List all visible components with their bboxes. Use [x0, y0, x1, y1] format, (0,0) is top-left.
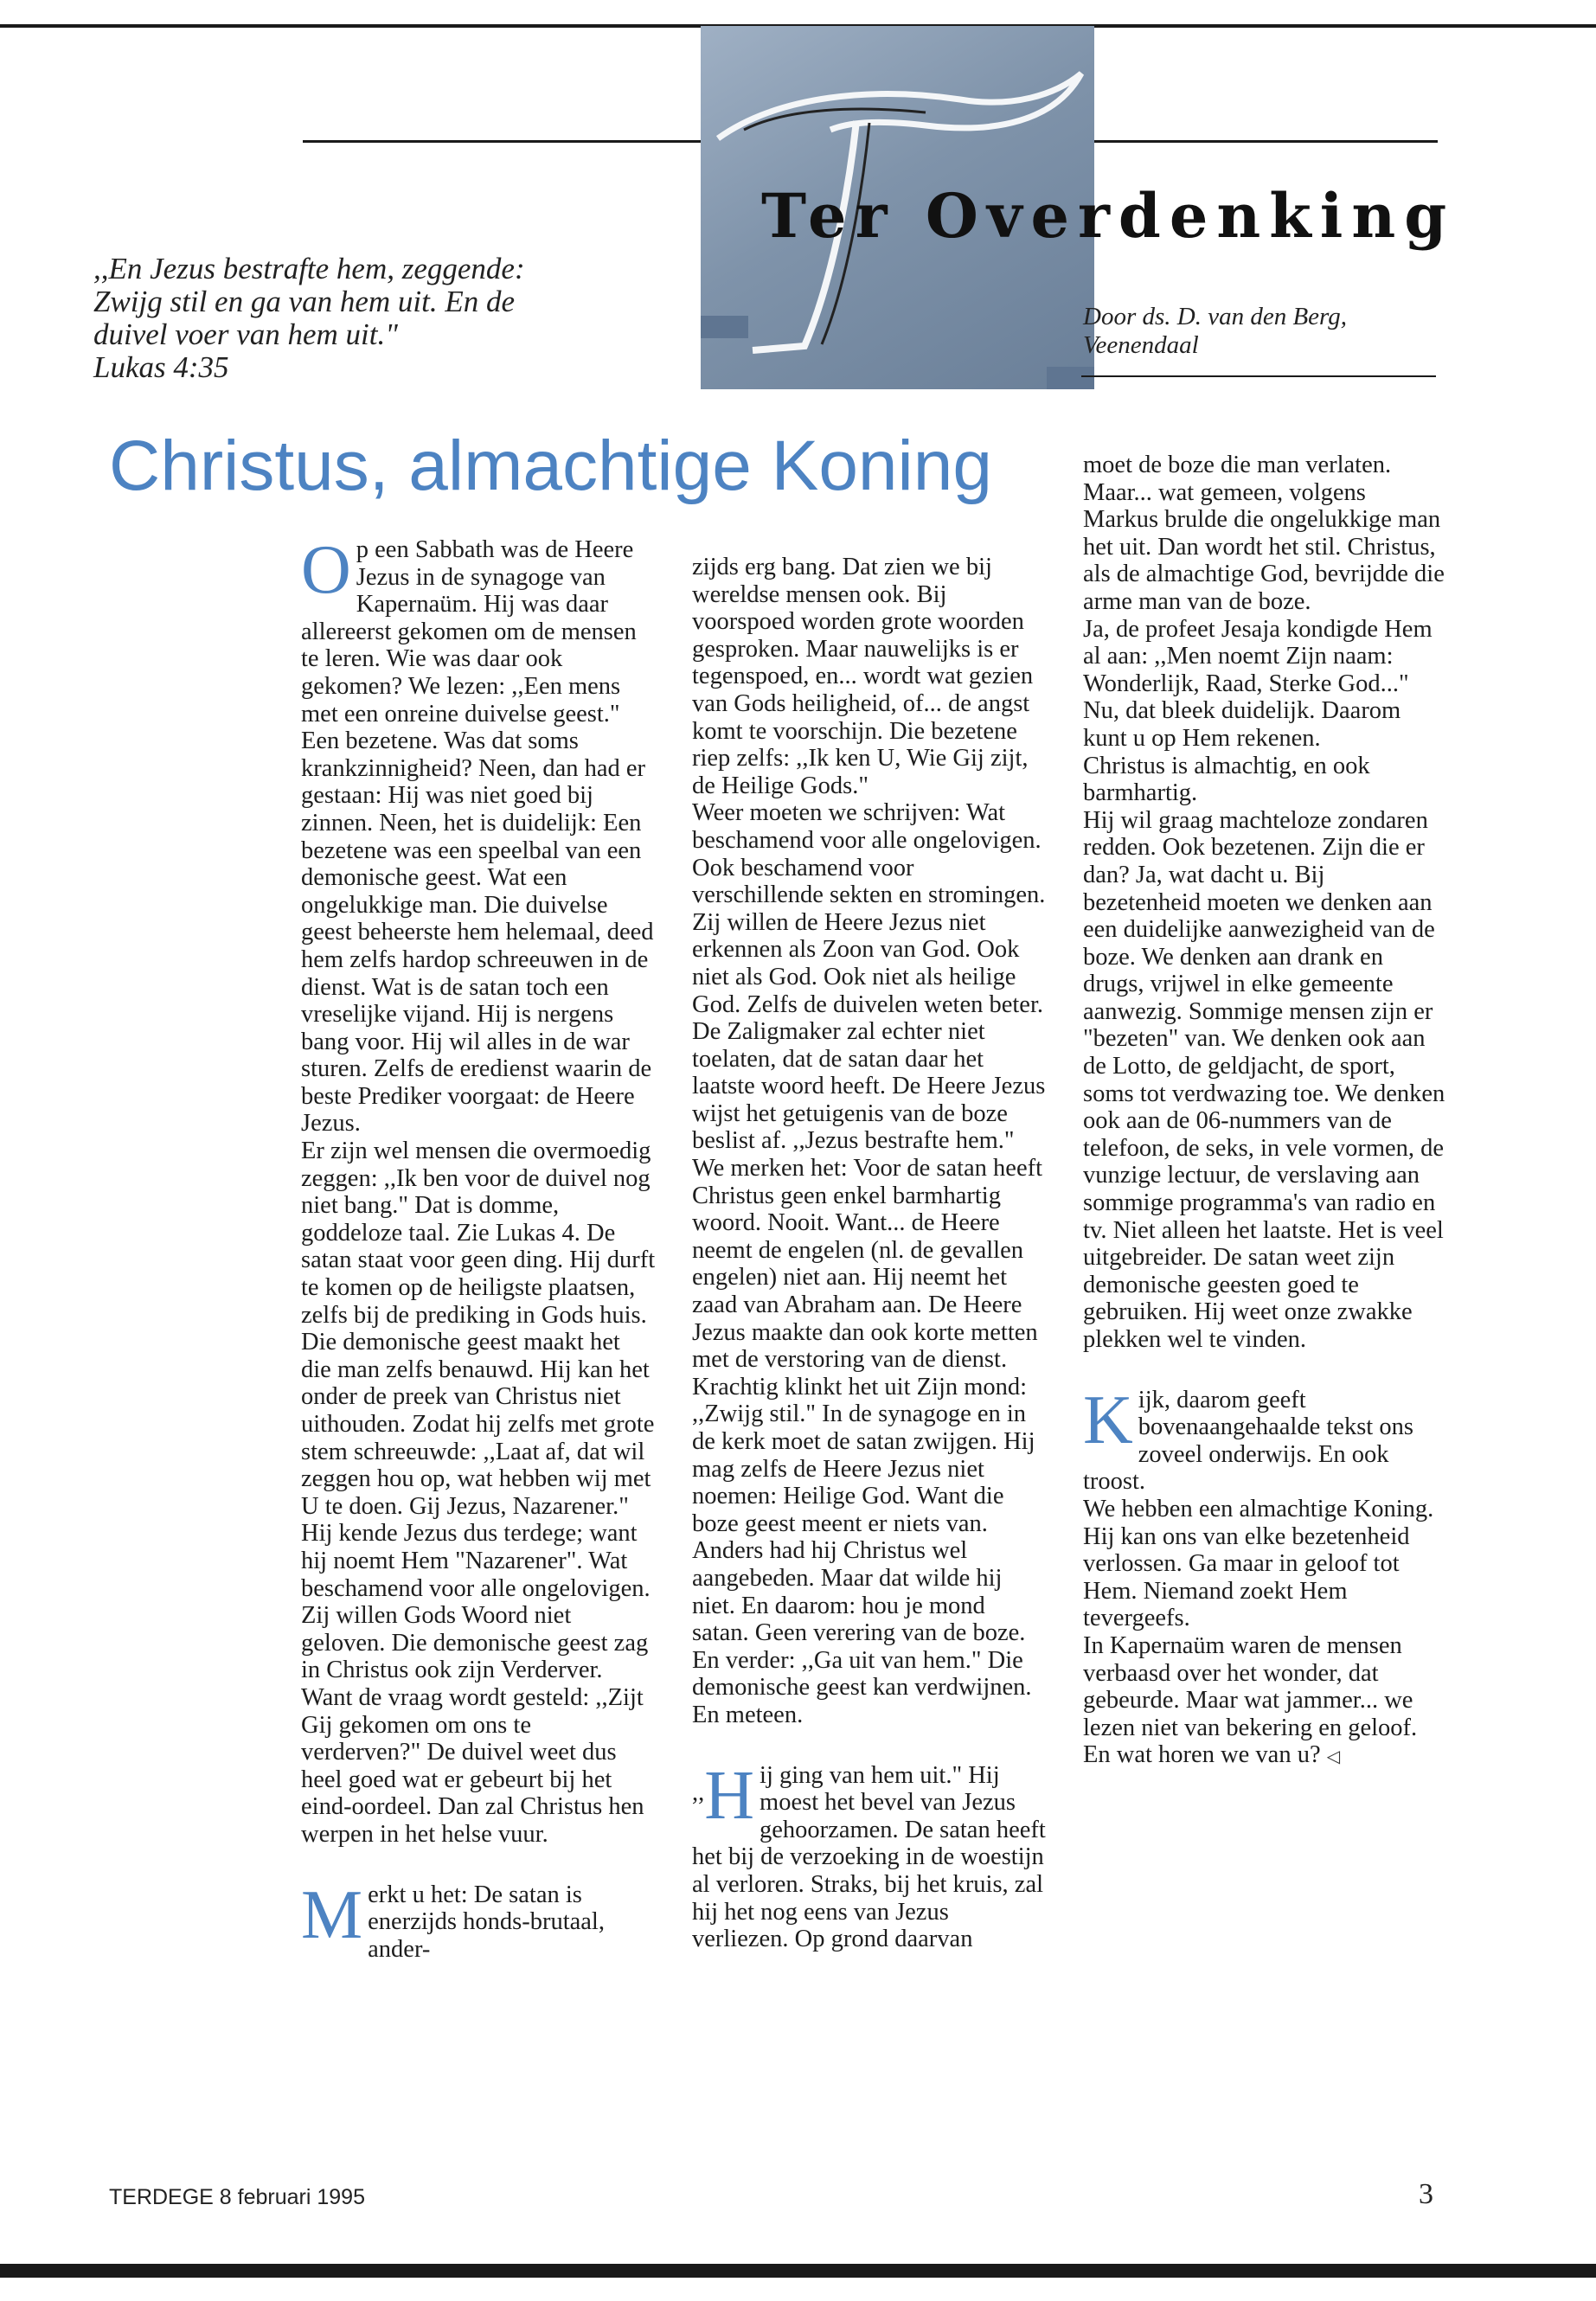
article-title: Christus, almachtige Koning — [109, 426, 992, 505]
paragraph: Hij wil graag machteloze zondaren redden. Ook bezetenen. Zijn die er dan? Ja, wat dacht u. Bij bezetenheid moeten we denken aan een duidelijke aanwezigheid van de boze. We denken aan drank en drugs, vrijwel in elke gemeente aanwezig. Sommige mensen zijn er "bezeten" van. We denken ook aan de Lotto, de geldjacht, de sport, soms tot verdwazing toe. We denken ook aan de 06-nummers van de telefoon, de seks, in vele vormen, de vunzige lectuur, de verslaving aan sommige programma's van radio en tv. Niet alleen het laatste. Het is veel uitgebreider. De satan weet zijn demonische geesten goed te gebruiken. Hij weet onze zwakke plekken wel te vinden. — [1083, 806, 1445, 1353]
paragraph-text: p een Sabbath was de Heere Jezus in de synagoge van Kapernaüm. Hij was daar allereerst gekomen om de mensen te leren. Wie was daar ook gekomen? We lezen: ,,Een mens met een onreine duivelse geest." Een bezetene. Was dat soms krankzinnigheid? Neen, dan had er gestaan: Hij was niet goed bij zinnen. Neen, het is duidelijk: Een bezetene was een speelbal van een demonische geest. Wat een ongelukkige man. Die duivelse geest beheerste hem helemaal, deed hem zelfs hardop schreeuwen in de dienst. Wat is de satan toch een vreselijke vijand. Hij is nergens bang voor. Hij wil alles in de war sturen. Zelfs de eredienst waarin de beste Prediker voorgaat: de Heere Jezus. — [301, 536, 654, 1138]
article-column-3 — [1083, 452, 1446, 1772]
paragraph-text: In Kapernaüm waren de mensen verbaasd over het wonder, dat gebeurde. Maar wat jammer... we lezen niet van bekering en geloof. En wat horen we van u? — [1083, 1631, 1418, 1769]
paragraph: Weer moeten we schrijven: Wat beschamend voor alle ongelovigen. Ook beschamend voor verschillende sekten en stromingen. Zij willen de Heere Jezus niet erkennen als Zoon van God. Ook niet als God. Ook niet als heilige God. Zelfs de duivelen weten beter. — [692, 799, 1046, 1018]
header-quote-line-1: ,,En Jezus bestrafte hem, zeggende: — [93, 252, 525, 285]
paragraph: Christus is almachtig, en ook barmhartig. — [1083, 752, 1370, 807]
paragraph — [301, 1876, 656, 1964]
paragraph: Ja, de profeet Jesaja kondigde Hem al aan: ,,Men noemt Zijn naam: Wonderlijk, Raad, Sterke God..." Nu, dat bleek duidelijk. Daarom kunt u op Hem rekenen. — [1083, 615, 1433, 752]
footer-publication: TERDEGE 8 februari 1995 — [109, 2185, 365, 2209]
header-rule-right — [1092, 140, 1438, 143]
paragraph: moet de boze die man verlaten. Maar... wat gemeen, volgens Markus brulde die ongelukkige man het uit. Dan wordt het stil. Christus, als de almachtige God, bevrijdde die arme man van de boze. — [1083, 452, 1445, 615]
section-title: Ter Overdenking — [761, 180, 1456, 252]
dropcap: M — [301, 1876, 363, 1953]
dropcap: K — [1083, 1381, 1133, 1458]
page-number: 3 — [1419, 2178, 1433, 2210]
dropcap: H — [704, 1757, 755, 1834]
byline-author: Door ds. D. van den Berg, — [1083, 303, 1347, 330]
open-quote: ,, — [692, 1779, 705, 1806]
paragraph: Er zijn wel mensen die overmoedig zeggen: ,,Ik ben voor de duivel nog niet bang." Dat is domme, goddeloze taal. Zie Lukas 4. De satan staat voor geen ding. Hij durft te komen op de heiligste plaatsen, zelfs bij de prediking in Gods huis. Die demonische geest maakt het die man zelfs benauwd. Hij kan het onder de preek van Christus niet uithouden. Zodat hij zelfs met grote stem schreeuwde: ,,Laat af, dat wil zeggen hou op, wat hebben wij met U te doen. Gij Jezus, Nazarener." Hij kende Jezus dus terdege; want hij noemt Hem "Nazarener". Wat beschamend voor alle ongelovigen. Zij willen Gods Woord niet geloven. Die demonische geest zag in Christus ook zijn Verderver. Want de vraag wordt gesteld: ,,Zijt Gij gekomen om ons te verderven?" De duivel weet dus heel goed wat er gebeurt bij het eind-oordeel. Dan zal Christus hen werpen in het helse vuur. — [301, 1138, 656, 1848]
paragraph-text: erkt u het: De satan is enerzijds honds-brutaal, ander- — [368, 1881, 605, 1963]
header-quote-line-3: duivel voer van hem uit." — [93, 317, 398, 351]
paragraph — [301, 532, 656, 1138]
header-quote-reference: Lukas 4:35 — [93, 350, 229, 384]
paragraph: De Zaligmaker zal echter niet toelaten, dat de satan daar het laatste woord heeft. De Heere Jezus wijst het getuigenis van de boze beslist af. ,,Jezus bestrafte hem." We merken het: Voor de satan heeft Christus geen enkel barmhartig woord. Nooit. Want... de Heere neemt de engelen (nl. de gevallen engelen) niet aan. Hij neemt het zaad van Abraham aan. De Heere Jezus maakte dan ook korte metten met de verstoring van de dienst. Krachtig klinkt het uit Zijn mond: ,,Zwijg stil." In de synagoge en in de kerk moet de satan zwijgen. Hij mag zelfs de Heere Jezus niet noemen: Heilige God. Want die boze geest meent er niets van. Anders had hij Christus wel aangebeden. Maar dat wilde hij niet. En daarom: hou je mond satan. Geen verering van de boze. En verder: ,,Ga uit van hem." Die demonische geest kan verdwijnen. En meteen. — [692, 1018, 1046, 1728]
dropcap: O — [301, 532, 351, 608]
paragraph-text: ij ging van hem uit." Hij moest het bevel van Jezus gehoorzamen. De satan heeft het bij de verzoeking in de woestijn al verloren. Straks, bij het kruis, zal hij het nog eens van Jezus verliezen. Op grond daarvan — [692, 1761, 1046, 1953]
article-column-1 — [301, 532, 656, 1963]
article-column-2 — [692, 554, 1047, 1953]
end-mark-icon: ◁ — [1326, 1747, 1341, 1767]
header-quote — [93, 253, 595, 384]
paragraph: We hebben een almachtige Koning. Hij kan ons van elke bezetenheid verlossen. Ga maar in geloof tot Hem. Niemand zoekt Hem tevergeefs. — [1083, 1495, 1434, 1632]
paragraph-text: ijk, daarom geeft bovenaangehaalde tekst ons zoveel onderwijs. En ook troost. — [1083, 1386, 1413, 1496]
header-quote-line-2: Zwijg stil en ga van hem uit. En de — [93, 285, 516, 318]
paragraph — [692, 1757, 1047, 1953]
header-rule-left — [303, 140, 761, 143]
paragraph — [1083, 1632, 1446, 1772]
bottom-bar — [0, 2264, 1596, 2278]
byline-place: Veenendaal — [1083, 331, 1199, 359]
paragraph — [1083, 1381, 1446, 1496]
byline-rule — [1081, 375, 1436, 377]
paragraph: zijds erg bang. Dat zien we bij wereldse mensen ook. Bij voorspoed worden grote woorden gesproken. Maar nauwelijks is er tegenspoed, en... wordt wat gezien van Gods heiligheid, of... de angst komt te voorschijn. Die bezetene riep zelfs: ,,Ik ken U, Wie Gij zijt, de Heilige Gods." — [692, 554, 1034, 799]
byline — [1083, 303, 1438, 360]
